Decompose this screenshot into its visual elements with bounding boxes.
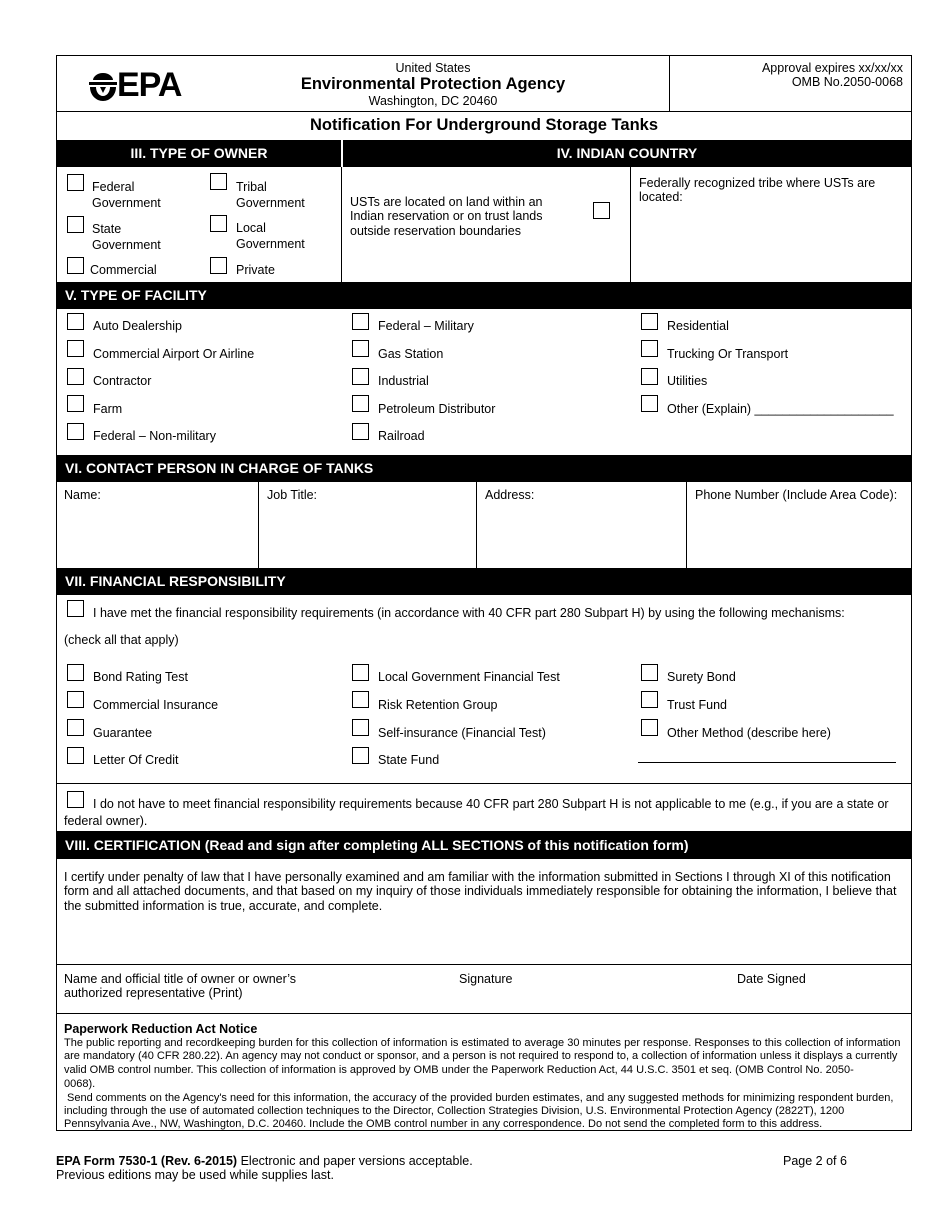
facility-section-title: V. TYPE OF FACILITY bbox=[65, 287, 207, 303]
cert-text-2: form and all attached documents, and that based on my inquiry of those individuals immediately responsible for obtaining the information, I believe that bbox=[64, 884, 897, 898]
label-commercial: Commercial bbox=[90, 263, 157, 277]
form-title: Notification For Underground Storage Tanks bbox=[309, 116, 659, 134]
indian-text-2: Indian reservation or on trust lands bbox=[350, 209, 543, 223]
checkbox-risk-retention[interactable] bbox=[352, 691, 369, 708]
checkbox-local-government[interactable] bbox=[210, 215, 227, 232]
label-self-insurance: Self-insurance (Financial Test) bbox=[378, 726, 546, 740]
checkbox-commercial-insurance[interactable] bbox=[67, 691, 84, 708]
checkbox-railroad[interactable] bbox=[352, 423, 369, 440]
label-local-gov-test: Local Government Financial Test bbox=[378, 670, 560, 684]
contact-name-field[interactable]: Name: bbox=[64, 488, 101, 502]
epa-logo-text: EPA bbox=[117, 66, 182, 104]
checkbox-federal-non-military[interactable] bbox=[67, 423, 84, 440]
epa-flower-icon bbox=[86, 71, 120, 103]
label-commercial-airport: Commercial Airport Or Airline bbox=[93, 347, 255, 361]
contact-job-field[interactable]: Job Title: bbox=[267, 488, 318, 502]
omb-number: OMB No.2050-0068 bbox=[791, 75, 903, 89]
facility-section-header bbox=[57, 282, 911, 309]
label-tribal-1: Tribal bbox=[236, 180, 267, 194]
contact-phone-field[interactable]: Phone Number (Include Area Code): bbox=[695, 488, 898, 502]
label-local-2: Government bbox=[236, 237, 305, 251]
checkbox-commercial[interactable] bbox=[67, 257, 84, 274]
checkbox-letter-of-credit[interactable] bbox=[67, 747, 84, 764]
label-name-title-1[interactable]: Name and official title of owner or owner’s bbox=[64, 972, 297, 986]
indian-section-header bbox=[343, 140, 911, 167]
header-bottom-line bbox=[56, 111, 912, 112]
label-utilities: Utilities bbox=[667, 374, 708, 388]
checkbox-guarantee[interactable] bbox=[67, 719, 84, 736]
agency-name: Environmental Protection Agency bbox=[300, 75, 566, 93]
label-fr-met: I have met the financial responsibility requirements (in accordance with 40 CFR part 280 Subpart H) by using the following mechanisms: bbox=[93, 606, 845, 620]
footer-page-number: Page 2 of 6 bbox=[783, 1154, 847, 1168]
checkbox-state-fund[interactable] bbox=[352, 747, 369, 764]
tribe-label-2: located: bbox=[639, 190, 683, 204]
agency-address: Washington, DC 20460 bbox=[368, 94, 498, 108]
contact-divider-1 bbox=[258, 482, 259, 568]
checkbox-petroleum-distributor[interactable] bbox=[352, 395, 369, 412]
label-contractor: Contractor bbox=[93, 374, 152, 388]
checkbox-contractor[interactable] bbox=[67, 368, 84, 385]
label-date-signed[interactable]: Date Signed bbox=[737, 972, 806, 986]
contact-divider-2 bbox=[476, 482, 477, 568]
cert-signature-line bbox=[56, 964, 912, 965]
contact-address-field[interactable]: Address: bbox=[485, 488, 535, 502]
label-trucking: Trucking Or Transport bbox=[667, 347, 789, 361]
label-other-method: Other Method (describe here) bbox=[667, 726, 831, 740]
contact-section-header bbox=[57, 455, 911, 482]
label-federal-non-military: Federal – Non-military bbox=[93, 429, 216, 443]
footer-previous-editions: Previous editions may be used while supplies last. bbox=[56, 1168, 334, 1182]
paperwork-line-3: valid OMB control number. This collection of information is approved by OMB under the Paperwork Reduction Act, 44 U.S.C. 3501 et seq. (OMB Control No. 2050- bbox=[64, 1064, 854, 1076]
checkbox-gas-station[interactable] bbox=[352, 340, 369, 357]
label-state-2: Government bbox=[92, 238, 161, 252]
label-gas-station: Gas Station bbox=[378, 347, 444, 361]
agency-country: United States bbox=[395, 61, 471, 75]
label-auto-dealership: Auto Dealership bbox=[93, 319, 182, 333]
tribe-label-1: Federally recognized tribe where USTs are bbox=[639, 176, 876, 190]
label-federal-military: Federal – Military bbox=[378, 319, 474, 333]
checkbox-trust-fund[interactable] bbox=[641, 691, 658, 708]
checkbox-federal-government[interactable] bbox=[67, 174, 84, 191]
checkbox-local-gov-test[interactable] bbox=[352, 664, 369, 681]
checkbox-fr-not-required[interactable] bbox=[67, 791, 84, 808]
checkbox-other-method[interactable] bbox=[641, 719, 658, 736]
label-residential: Residential bbox=[667, 319, 729, 333]
approval-expires: Approval expires xx/xx/xx bbox=[761, 61, 903, 75]
paperwork-line-7: Pennsylvania Ave., NW, Washington, D.C. 20460. Include the OMB control number in any correspondence. Do not send the completed form to this address. bbox=[64, 1118, 823, 1130]
label-guarantee: Guarantee bbox=[93, 726, 153, 740]
label-trust-fund: Trust Fund bbox=[667, 698, 727, 712]
footer-form-number: EPA Form 7530-1 (Rev. 6-2015) bbox=[56, 1154, 238, 1168]
footer-versions: Electronic and paper versions acceptable. bbox=[237, 1154, 473, 1168]
paperwork-line-1: The public reporting and recordkeeping burden for this collection of information is estimated to average 30 minutes per response. Responses to this collection of information bbox=[64, 1037, 901, 1049]
indian-tribe-divider bbox=[630, 167, 631, 282]
label-risk-retention: Risk Retention Group bbox=[378, 698, 498, 712]
label-federal-1: Federal bbox=[92, 180, 135, 194]
label-bond-rating: Bond Rating Test bbox=[93, 670, 188, 684]
label-farm: Farm bbox=[93, 402, 123, 416]
checkbox-fr-met[interactable] bbox=[67, 600, 84, 617]
checkbox-utilities[interactable] bbox=[641, 368, 658, 385]
label-federal-2: Government bbox=[92, 196, 161, 210]
paperwork-heading: Paperwork Reduction Act Notice bbox=[64, 1022, 258, 1036]
financial-section-header bbox=[57, 568, 911, 595]
indian-text-3: outside reservation boundaries bbox=[350, 224, 521, 238]
other-method-line[interactable] bbox=[638, 762, 896, 763]
checkbox-other-facility[interactable] bbox=[641, 395, 658, 412]
label-private: Private bbox=[236, 263, 275, 277]
label-name-title-2[interactable]: authorized representative (Print) bbox=[64, 986, 243, 1000]
checkbox-trucking[interactable] bbox=[641, 340, 658, 357]
checkbox-private[interactable] bbox=[210, 257, 227, 274]
checkbox-tribal-government[interactable] bbox=[210, 173, 227, 190]
certification-section-header bbox=[57, 831, 911, 859]
label-railroad: Railroad bbox=[378, 429, 425, 443]
checkbox-auto-dealership[interactable] bbox=[67, 313, 84, 330]
label-commercial-insurance: Commercial Insurance bbox=[93, 698, 219, 712]
owner-indian-divider bbox=[341, 167, 342, 282]
owner-section-title: III. TYPE OF OWNER bbox=[130, 145, 268, 161]
contact-section-title: VI. CONTACT PERSON IN CHARGE OF TANKS bbox=[65, 460, 374, 476]
financial-divider bbox=[56, 783, 912, 784]
owner-section-header bbox=[57, 140, 341, 167]
epa-logo bbox=[86, 66, 186, 104]
paperwork-line-5: Send comments on the Agency's need for this information, the accuracy of the provided burden estimates, and any suggested methods for minimizing respondent burden, bbox=[64, 1092, 894, 1104]
checkbox-industrial[interactable] bbox=[352, 368, 369, 385]
label-state-fund: State Fund bbox=[378, 753, 440, 767]
paperwork-line-2: are mandatory (40 CFR 280.22). An agency may not conduct or sponsor, and a person is not required to respond to, a collection of information unless it displays a currently bbox=[64, 1050, 898, 1062]
header-divider bbox=[669, 55, 670, 112]
paperwork-top-line bbox=[56, 1013, 912, 1014]
certification-section-title: VIII. CERTIFICATION (Read and sign after completing ALL SECTIONS of this notification form) bbox=[65, 837, 689, 853]
label-signature[interactable]: Signature bbox=[459, 972, 513, 986]
label-fr-not-required-2: federal owner). bbox=[64, 814, 148, 828]
checkbox-federal-military[interactable] bbox=[352, 313, 369, 330]
cert-text-1: I certify under penalty of law that I have personally examined and am familiar with the information submitted in Sections I through XI of this notification bbox=[64, 870, 891, 884]
approval-block bbox=[672, 61, 903, 89]
indian-text-1: USTs are located on land within an bbox=[350, 195, 543, 209]
checkbox-commercial-airport[interactable] bbox=[67, 340, 84, 357]
paperwork-line-4: 0068). bbox=[64, 1078, 96, 1090]
checkbox-farm[interactable] bbox=[67, 395, 84, 412]
label-letter-of-credit: Letter Of Credit bbox=[93, 753, 179, 767]
label-industrial: Industrial bbox=[378, 374, 429, 388]
label-state-1: State bbox=[92, 222, 122, 236]
label-tribal-2: Government bbox=[236, 196, 305, 210]
label-other-facility[interactable]: Other (Explain) ____________________ bbox=[667, 402, 894, 416]
checkbox-self-insurance[interactable] bbox=[352, 719, 369, 736]
indian-section-title: IV. INDIAN COUNTRY bbox=[556, 145, 698, 161]
agency-block bbox=[280, 61, 586, 108]
checkbox-residential[interactable] bbox=[641, 313, 658, 330]
checkbox-indian-land[interactable] bbox=[593, 202, 610, 219]
label-local-1: Local bbox=[236, 221, 266, 235]
checkbox-state-government[interactable] bbox=[67, 216, 84, 233]
financial-section-title: VII. FINANCIAL RESPONSIBILITY bbox=[65, 573, 286, 589]
label-surety-bond: Surety Bond bbox=[667, 670, 736, 684]
label-fr-not-required-1: I do not have to meet financial responsibility requirements because 40 CFR part 280 Subpart H is not applicable to me (e.g., if you are a state or bbox=[93, 797, 889, 811]
label-petroleum-distributor: Petroleum Distributor bbox=[378, 402, 496, 416]
checkbox-bond-rating[interactable] bbox=[67, 664, 84, 681]
paperwork-line-6: including through the use of automated collection techniques to the Director, Collection Strategies Division, U.S. Environmental Protection Agency (2822T), 1200 bbox=[64, 1105, 845, 1117]
checkbox-surety-bond[interactable] bbox=[641, 664, 658, 681]
contact-divider-3 bbox=[686, 482, 687, 568]
cert-text-3: the submitted information is true, accurate, and complete. bbox=[64, 899, 383, 913]
label-check-all: (check all that apply) bbox=[64, 633, 179, 647]
footer-form-info bbox=[56, 1154, 473, 1168]
